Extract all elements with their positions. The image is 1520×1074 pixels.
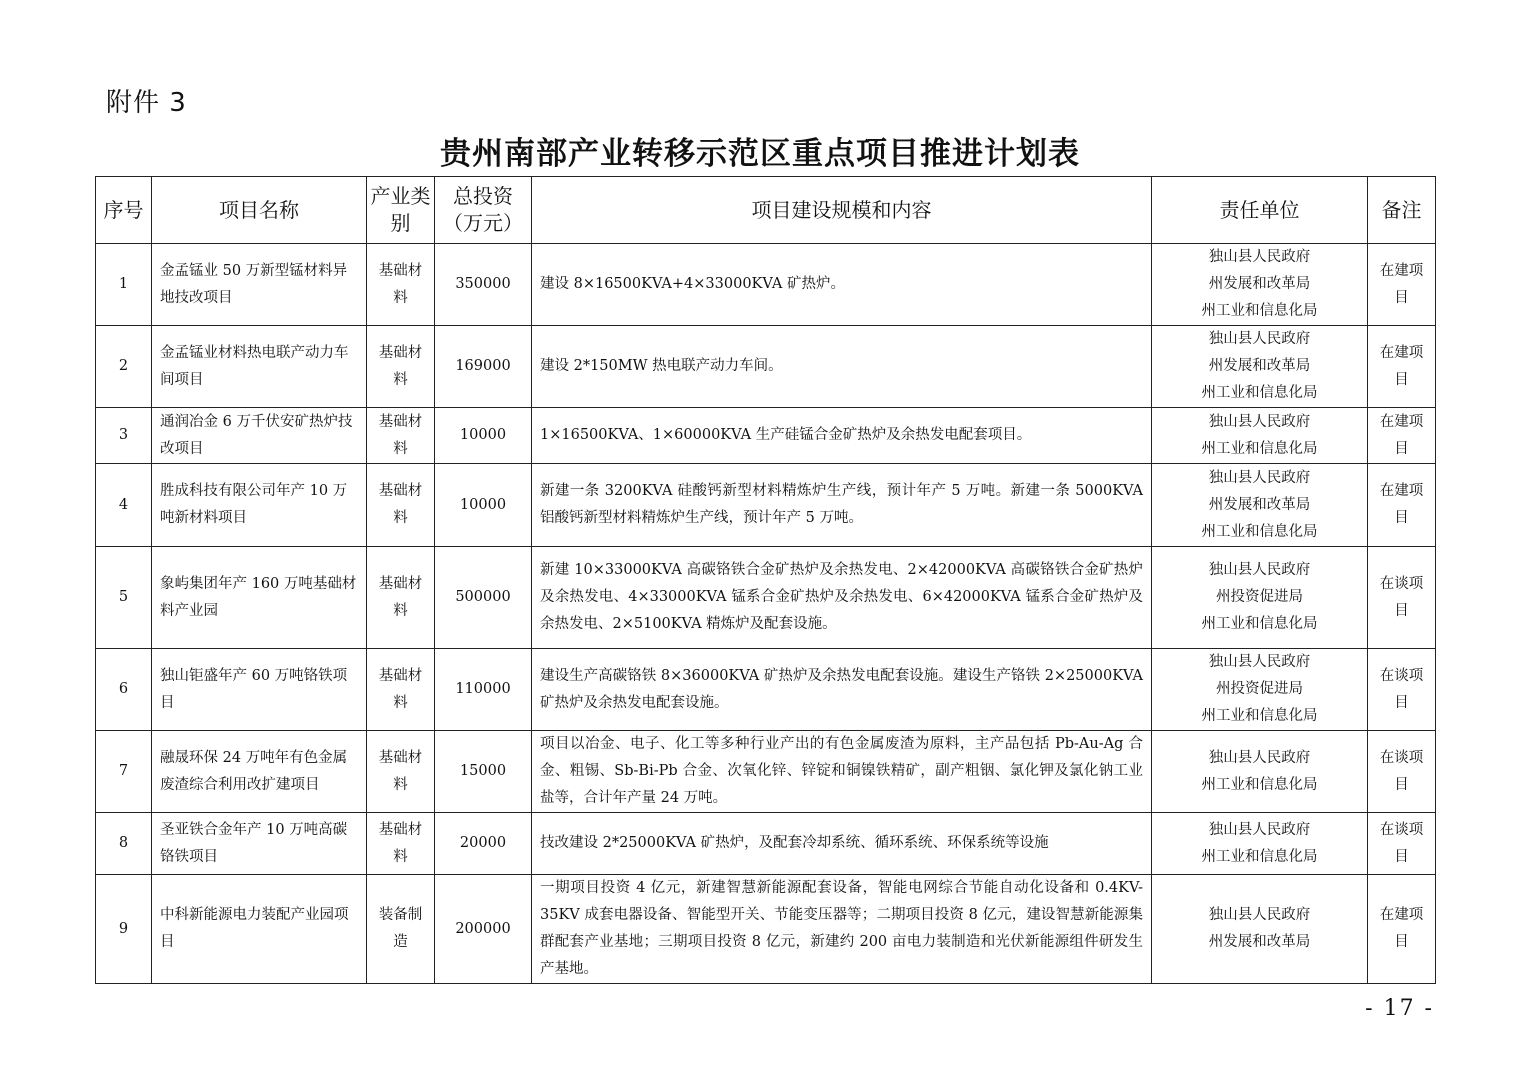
header-content-label: 项目建设规模和内容 <box>751 197 932 222</box>
responsible-unit: 州发展和改革局 <box>1208 934 1311 950</box>
industry-category: 基础材料 <box>367 244 435 326</box>
remark: 在谈项目 <box>1368 547 1436 649</box>
responsible-unit: 州发展和改革局 <box>1208 496 1311 513</box>
table-header-row <box>96 177 1436 244</box>
construction-content: 新建 10×33000KVA 高碳铬铁合金矿热炉及余热发电、2×42000KVA 高碳铬铁合金矿热炉及余热发电、4×33000KVA 锰系合金矿热炉及余热发电、6×42000KVA 锰系合金矿热炉及余热发电、2×5100KVA 精炼炉及配套设施。 <box>532 547 1152 649</box>
remark: 在建项目 <box>1368 244 1436 326</box>
table-row <box>96 875 1436 984</box>
header-name <box>152 177 367 244</box>
responsible-units <box>1152 464 1368 547</box>
total-investment: 110000 <box>435 649 532 731</box>
row-no: 4 <box>96 464 152 547</box>
page-number: - 17 - <box>1365 996 1434 1021</box>
total-investment: 169000 <box>435 326 532 408</box>
responsible-unit: 州投资促进局 <box>1216 681 1303 697</box>
industry-category: 装备制造 <box>367 875 435 984</box>
industry-category: 基础材料 <box>367 408 435 464</box>
total-investment: 350000 <box>435 244 532 326</box>
responsible-unit: 州工业和信息化局 <box>1201 385 1318 401</box>
header-note-label: 备注 <box>1381 197 1422 222</box>
responsible-unit: 州工业和信息化局 <box>1201 848 1318 865</box>
construction-content: 新建一条 3200KVA 硅酸钙新型材料精炼炉生产线，预计年产 5 万吨。新建一条 5000KVA 铝酸钙新型材料精炼炉生产线，预计年产 5 万吨。 <box>532 464 1152 547</box>
total-investment: 10000 <box>435 464 532 547</box>
responsible-unit: 州工业和信息化局 <box>1201 776 1318 793</box>
remark: 在谈项目 <box>1368 813 1436 875</box>
industry-category: 基础材料 <box>367 464 435 547</box>
remark: 在建项目 <box>1368 408 1436 464</box>
table-row <box>96 731 1436 813</box>
construction-content: 项目以冶金、电子、化工等多种行业产出的有色金属废渣为原料，主产品包括 Pb-Au-Ag 合金、粗锡、Sb-Bi-Pb 合金、次氧化锌、锌锭和铜镍铁精矿，副产粗铟、氯化钾及氯化钠工业盐等，合计年产量 24 万吨。 <box>532 731 1152 813</box>
row-no: 5 <box>96 547 152 649</box>
row-no: 1 <box>96 244 152 326</box>
remark: 在建项目 <box>1368 326 1436 408</box>
responsible-units <box>1152 875 1368 984</box>
responsible-unit: 独山县人民政府 <box>1208 907 1311 923</box>
responsible-unit: 州工业和信息化局 <box>1201 440 1318 457</box>
header-note <box>1368 177 1436 244</box>
header-category-label: 产业类别 <box>370 184 431 235</box>
project-name: 胜成科技有限公司年产 10 万吨新材料项目 <box>152 464 367 547</box>
header-unit <box>1152 177 1368 244</box>
project-name: 金孟锰业 50 万新型锰材料异地技改项目 <box>152 244 367 326</box>
table-row <box>96 813 1436 875</box>
construction-content: 建设生产高碳铬铁 8×36000KVA 矿热炉及余热发电配套设施。建设生产铬铁 2×25000KVA 矿热炉及余热发电配套设施。 <box>532 649 1152 731</box>
remark: 在建项目 <box>1368 464 1436 547</box>
project-name: 独山钜盛年产 60 万吨铬铁项目 <box>152 649 367 731</box>
construction-content: 建设 8×16500KVA+4×33000KVA 矿热炉。 <box>532 244 1152 326</box>
header-content <box>532 177 1152 244</box>
responsible-unit: 州工业和信息化局 <box>1201 616 1318 632</box>
header-unit-label: 责任单位 <box>1219 197 1300 222</box>
responsible-unit: 州工业和信息化局 <box>1201 523 1318 540</box>
row-no: 2 <box>96 326 152 408</box>
project-name: 象屿集团年产 160 万吨基础材料产业园 <box>152 547 367 649</box>
responsible-units <box>1152 547 1368 649</box>
industry-category: 基础材料 <box>367 326 435 408</box>
row-no: 7 <box>96 731 152 813</box>
responsible-unit: 独山县人民政府 <box>1208 562 1311 578</box>
remark: 在谈项目 <box>1368 649 1436 731</box>
responsible-unit: 独山县人民政府 <box>1208 821 1311 838</box>
header-name-label: 项目名称 <box>219 197 299 222</box>
responsible-units <box>1152 244 1368 326</box>
total-investment: 500000 <box>435 547 532 649</box>
construction-content: 1×16500KVA、1×60000KVA 生产硅锰合金矿热炉及余热发电配套项目。 <box>532 408 1152 464</box>
construction-content: 建设 2*150MW 热电联产动力车间。 <box>532 326 1152 408</box>
responsible-unit: 独山县人民政府 <box>1208 749 1311 766</box>
row-no: 3 <box>96 408 152 464</box>
page-title: 贵州南部产业转移示范区重点项目推进计划表 <box>440 136 1080 172</box>
row-no: 6 <box>96 649 152 731</box>
total-investment: 15000 <box>435 731 532 813</box>
header-investment-line2: （万元） <box>443 211 523 235</box>
responsible-unit: 独山县人民政府 <box>1208 331 1311 347</box>
responsible-unit: 州投资促进局 <box>1216 589 1303 605</box>
header-category <box>367 177 435 244</box>
industry-category: 基础材料 <box>367 731 435 813</box>
responsible-unit: 独山县人民政府 <box>1208 654 1311 670</box>
header-no <box>96 177 152 244</box>
total-investment: 20000 <box>435 813 532 875</box>
construction-content: 一期项目投资 4 亿元，新建智慧新能源配套设备，智能电网综合节能自动化设备和 0.4KV-35KV 成套电器设备、智能型开关、节能变压器等；二期项目投资 8 亿元，建设智慧新能源集群配套产业基地；三期项目投资 8 亿元，新建约 200 亩电力装制造和光伏新能源组件研发生产基地。 <box>532 875 1152 984</box>
table-row <box>96 547 1436 649</box>
project-plan-table <box>95 176 1436 984</box>
project-name: 圣亚铁合金年产 10 万吨高碳铬铁项目 <box>152 813 367 875</box>
table-row <box>96 326 1436 408</box>
responsible-unit: 州工业和信息化局 <box>1201 303 1318 319</box>
responsible-unit: 州工业和信息化局 <box>1201 708 1318 724</box>
responsible-units <box>1152 649 1368 731</box>
industry-category: 基础材料 <box>367 649 435 731</box>
total-investment: 10000 <box>435 408 532 464</box>
remark: 在谈项目 <box>1368 731 1436 813</box>
responsible-units <box>1152 731 1368 813</box>
remark: 在建项目 <box>1368 875 1436 984</box>
industry-category: 基础材料 <box>367 813 435 875</box>
construction-content: 技改建设 2*25000KVA 矿热炉，及配套冷却系统、循环系统、环保系统等设施 <box>532 813 1152 875</box>
responsible-unit: 独山县人民政府 <box>1208 413 1311 430</box>
project-name: 通润冶金 6 万千伏安矿热炉技改项目 <box>152 408 367 464</box>
responsible-unit: 州发展和改革局 <box>1208 358 1311 374</box>
project-name: 融晟环保 24 万吨年有色金属废渣综合利用改扩建项目 <box>152 731 367 813</box>
responsible-units <box>1152 326 1368 408</box>
header-no-label: 序号 <box>103 197 144 222</box>
project-name: 金孟锰业材料热电联产动力车间项目 <box>152 326 367 408</box>
total-investment: 200000 <box>435 875 532 984</box>
table-row <box>96 464 1436 547</box>
table-row <box>96 244 1436 326</box>
header-investment-line1: 总投资 <box>453 184 513 208</box>
project-name: 中科新能源电力装配产业园项目 <box>152 875 367 984</box>
table-row <box>96 649 1436 731</box>
responsible-unit: 独山县人民政府 <box>1208 249 1311 265</box>
responsible-unit: 独山县人民政府 <box>1208 469 1311 486</box>
row-no: 9 <box>96 875 152 984</box>
responsible-unit: 州发展和改革局 <box>1208 276 1311 292</box>
header-investment <box>435 177 532 244</box>
row-no: 8 <box>96 813 152 875</box>
responsible-units <box>1152 408 1368 464</box>
responsible-units <box>1152 813 1368 875</box>
attachment-label: 附件 3 <box>106 88 187 118</box>
table-row <box>96 408 1436 464</box>
industry-category: 基础材料 <box>367 547 435 649</box>
